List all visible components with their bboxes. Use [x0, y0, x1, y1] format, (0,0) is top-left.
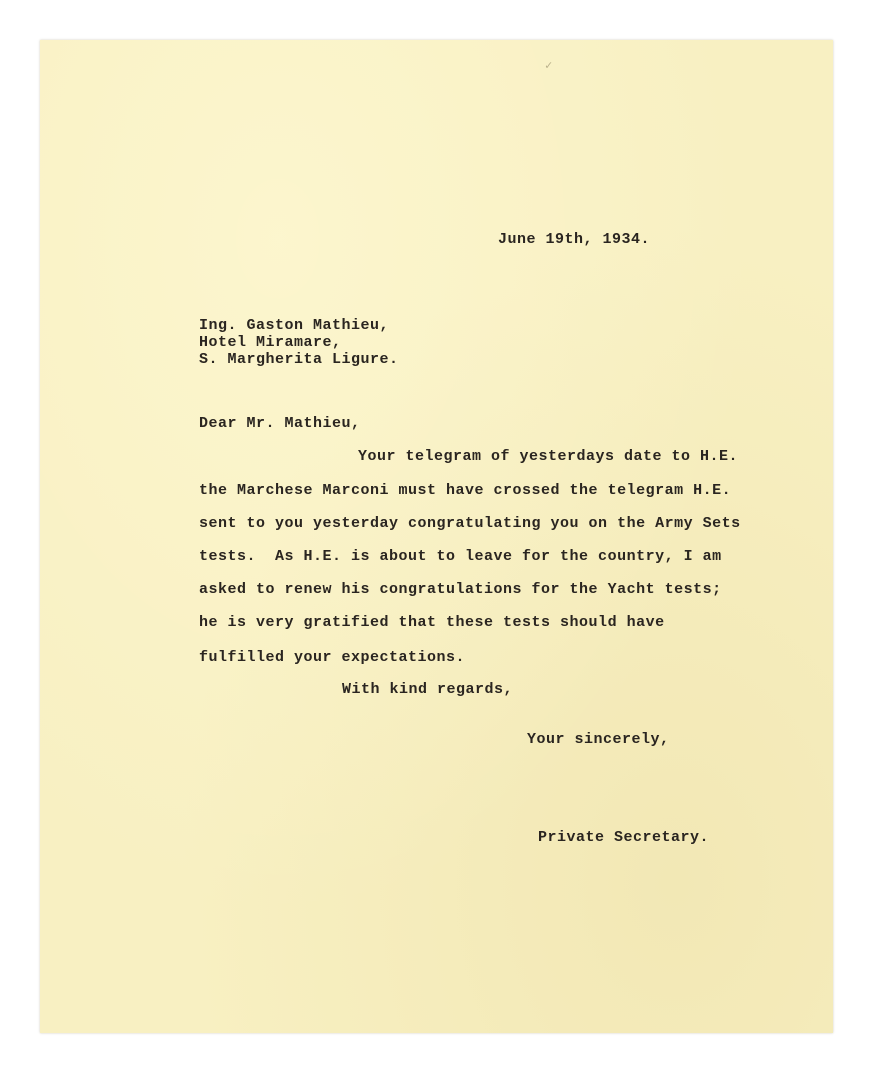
check-mark-icon: ✓ [545, 59, 553, 73]
body-line-5: asked to renew his congratulations for the Yacht tests; [199, 581, 722, 598]
letter-page [40, 40, 833, 1033]
body-line-1: Your telegram of yesterdays date to H.E. [358, 448, 739, 465]
salutation: Dear Mr. Mathieu, [199, 415, 361, 432]
regards-line: With kind regards, [342, 681, 514, 698]
recipient-city: S. Margherita Ligure. [199, 351, 399, 368]
body-line-2: the Marchese Marconi must have crossed the telegram H.E. [199, 482, 732, 499]
body-line-7: fulfilled your expectations. [199, 649, 466, 666]
body-line-3: sent to you yesterday congratulating you on the Army Sets [199, 515, 741, 532]
signature-title: Private Secretary. [538, 829, 710, 846]
letter-date: June 19th, 1934. [498, 231, 651, 248]
body-line-4: tests. As H.E. is about to leave for the country, I am [199, 548, 722, 565]
body-line-6: he is very gratified that these tests should have [199, 614, 665, 631]
recipient-hotel: Hotel Miramare, [199, 334, 342, 351]
closing-line: Your sincerely, [527, 731, 670, 748]
recipient-name: Ing. Gaston Mathieu, [199, 317, 390, 334]
